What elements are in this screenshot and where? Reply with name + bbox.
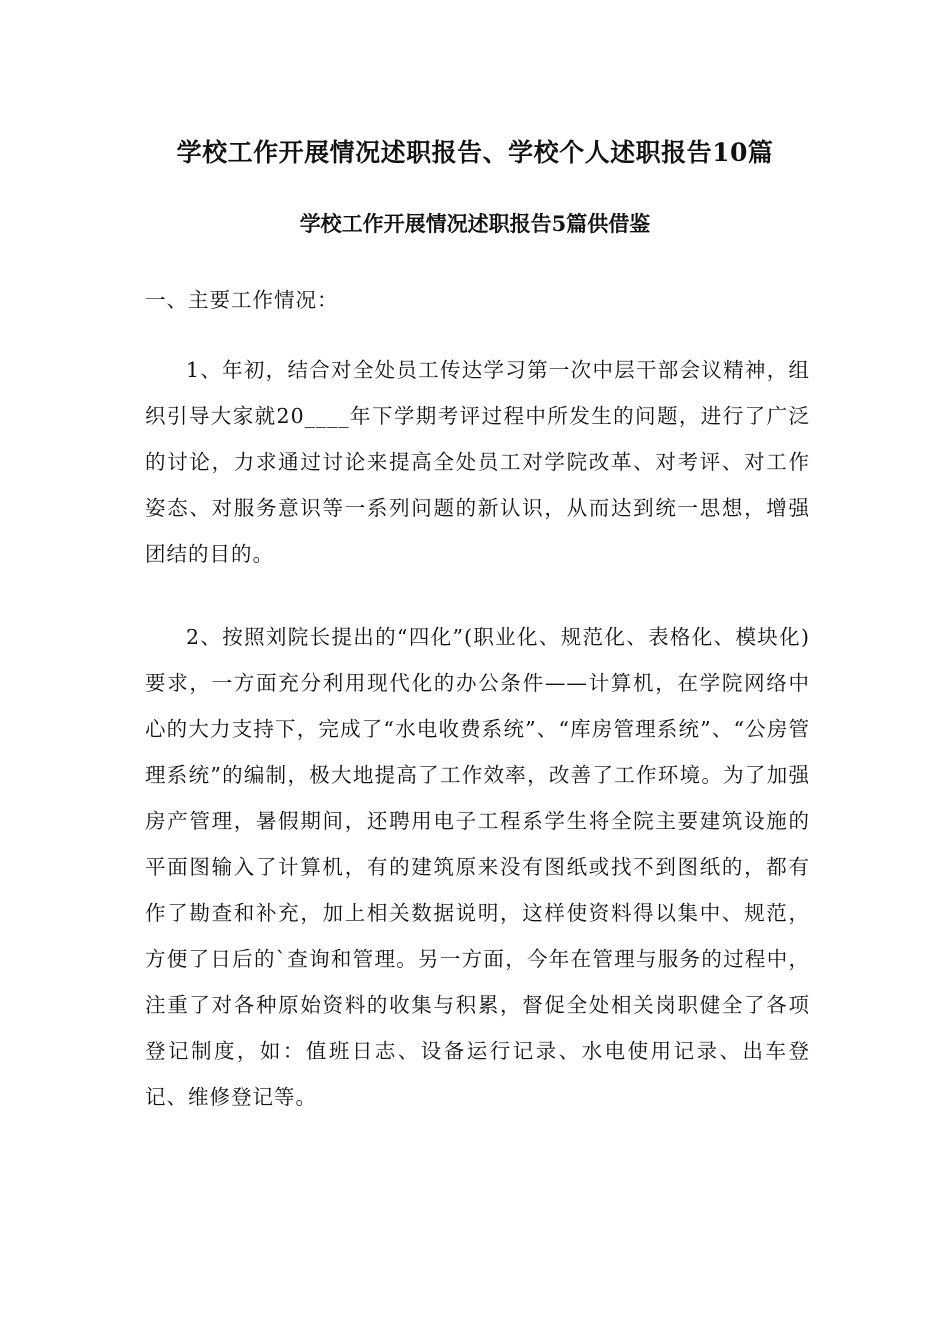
document-subtitle: 学校工作开展情况述职报告5篇供借鉴 bbox=[299, 211, 651, 236]
paragraph-1: 1、年初，结合对全处员工传达学习第一次中层干部会议精神，组织引导大家就20____年下学期考评过程中所发生的问题，进行了广泛的讨论，力求通过讨论来提高全处员工对学院改革、对考评、对工作姿态、对服务意识等一系列问题的新认识，从而达到统一思想，增强团结的目的。 bbox=[145, 358, 810, 566]
document-title: 学校工作开展情况述职报告、学校个人述职报告10篇 bbox=[176, 138, 774, 167]
paragraph-2: 2、按照刘院长提出的“四化”(职业化、规范化、表格化、模块化)要求，一方面充分利用现代化的办公条件——计算机，在学院网络中心的大力支持下，完成了“水电收费系统”、“库房管理系统”、“公房管理系统”的编制，极大地提高了工作效率，改善了工作环境。为了加强房产管理，暑假期间，还聘用电子工程系学生将全院主要建筑设施的平面图输入了计算机，有的建筑原来没有图纸或找不到图纸的，都有作了勘查和补充，加上相关数据说明，这样使资料得以集中、规范，方便了日后的`查询和管理。另一方面，今年在管理与服务的过程中，注重了对各种原始资料的收集与积累，督促全处相关岗职健全了各项登记制度，如：值班日志、设备运行记录、水电使用记录、出车登记、维修登记等。 bbox=[145, 625, 810, 1109]
section-heading: 一、主要工作情况： bbox=[145, 288, 339, 312]
